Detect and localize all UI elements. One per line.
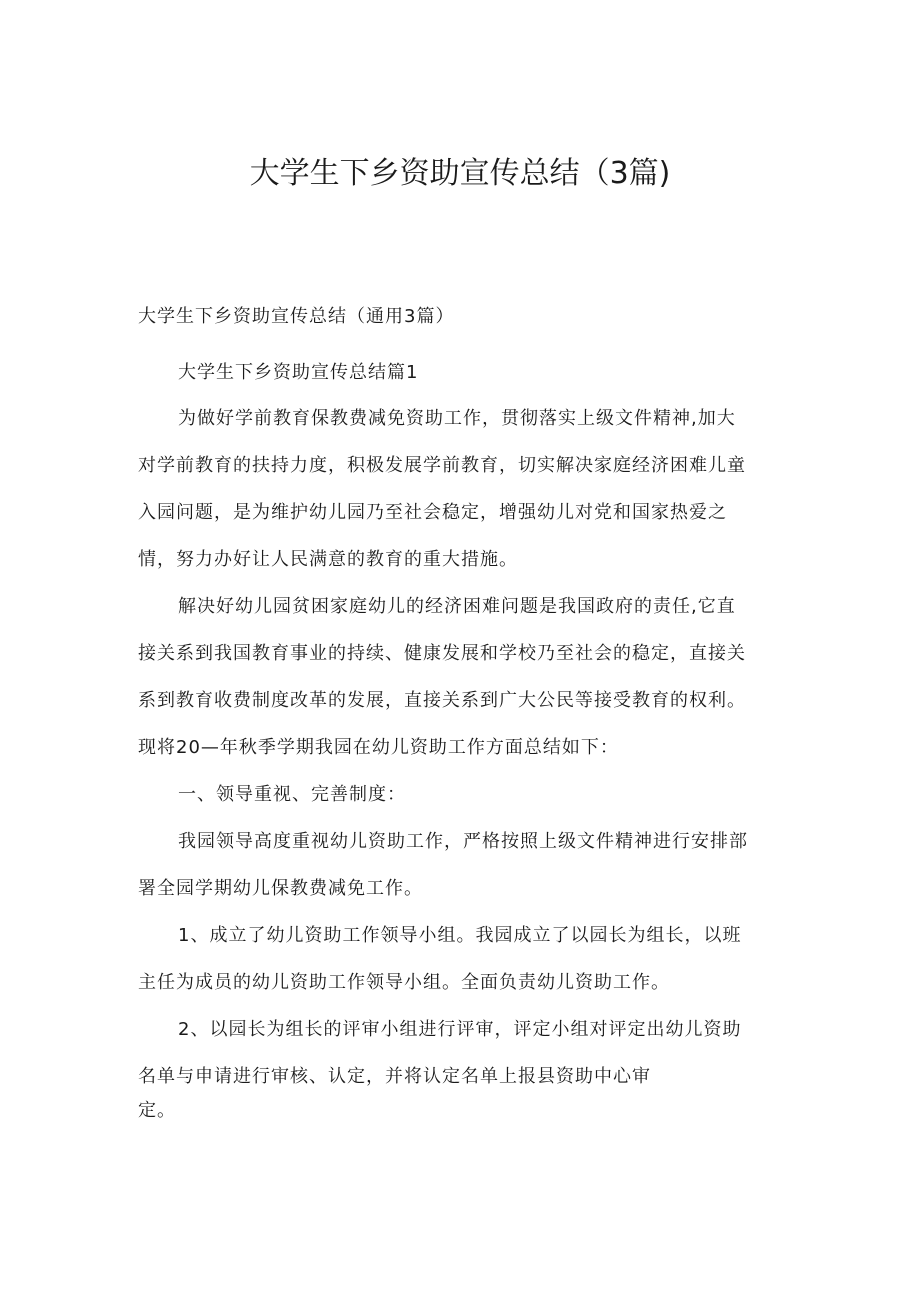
paragraph-line: 我园领导高度重视幼儿资助工作，严格按照上级文件精神进行安排部	[178, 831, 748, 852]
paragraph-line: 主任为成员的幼儿资助工作领导小组。全面负责幼儿资助工作。	[138, 972, 670, 993]
subtitle-line: 大学生下乡资助宣传总结（通用3篇）	[138, 306, 455, 327]
paragraph-line: 署全园学期幼儿保教费减免工作。	[138, 878, 423, 899]
document-title: 大学生下乡资助宣传总结（3篇)	[249, 156, 671, 191]
paragraph-line: 对学前教育的扶持力度，积极发展学前教育，切实解决家庭经济困难儿童	[138, 455, 746, 476]
paragraph-line: 解决好幼儿园贫困家庭幼儿的经济困难问题是我国政府的责任,它直	[178, 596, 736, 617]
paragraph-line: 情，努力办好让人民满意的教育的重大措施。	[138, 549, 518, 570]
paragraph-line: 现将20—年秋季学期我园在幼儿资助工作方面总结如下：	[138, 737, 619, 758]
paragraph-line: 名单与申请进行审核、认定，并将认定名单上报县资助中心审	[138, 1066, 651, 1087]
paragraph-line: 系到教育收费制度改革的发展，直接关系到广大公民等接受教育的权利。	[138, 690, 746, 711]
paragraph-line: 1、成立了幼儿资助工作领导小组。我园成立了以园长为组长，以班	[178, 925, 742, 946]
paragraph-line: 入园问题，是为维护幼儿园乃至社会稳定，增强幼儿对党和国家热爱之	[138, 502, 727, 523]
section-heading: 大学生下乡资助宣传总结篇1	[178, 362, 419, 383]
paragraph-line: 接关系到我国教育事业的持续、健康发展和学校乃至社会的稳定，直接关	[138, 643, 746, 664]
paragraph-line: 定。	[138, 1100, 176, 1121]
paragraph-line: 2、以园长为组长的评审小组进行评审，评定小组对评定出幼儿资助	[178, 1019, 742, 1040]
section-heading: 一、领导重视、完善制度：	[178, 784, 406, 805]
paragraph-line: 为做好学前教育保教费减免资助工作，贯彻落实上级文件精神,加大	[178, 408, 736, 429]
